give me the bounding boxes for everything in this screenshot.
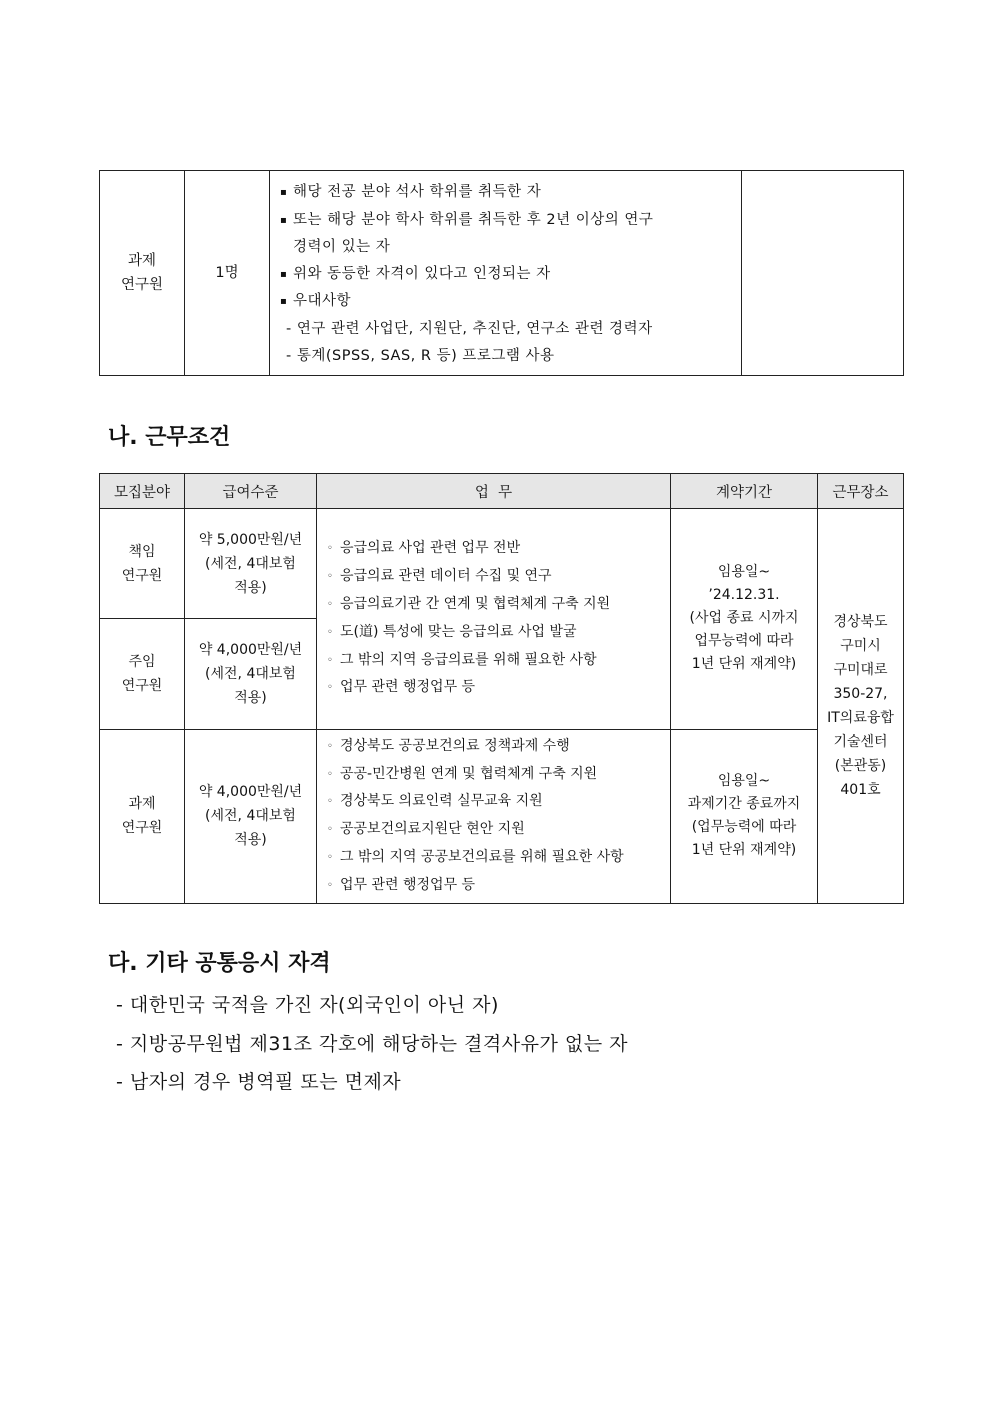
ring-bullet-icon: ◦ (327, 824, 333, 836)
header-field: 모집분야 (100, 474, 185, 509)
section-heading-common-qualifications: 다. 기타 공통응시 자격 (108, 951, 331, 976)
table-row (100, 171, 904, 376)
duty-item: ◦ 응급의료 관련 데이터 수집 및 연구 (327, 563, 670, 591)
requirement-item: ▪ 위와 동등한 자격이 있다고 인정되는 자 (280, 261, 733, 289)
list-item: - 남자의 경우 병역필 또는 면제자 (116, 1071, 402, 1093)
duty-item: ◦ 응급의료기관 간 연계 및 협력체계 구축 지원 (327, 591, 670, 619)
header-salary: 급여수준 (185, 474, 317, 509)
duties-cell (317, 509, 671, 730)
salary-cell: 약 4,000만원/년 (세전, 4대보험 적용) (185, 619, 317, 729)
table-row (100, 509, 904, 619)
duty-item: ◦ 응급의료 사업 관련 업무 전반 (327, 535, 670, 563)
ring-bullet-icon: ◦ (327, 768, 333, 780)
square-bullet-icon: ▪ (280, 268, 288, 280)
field-cell (100, 171, 185, 376)
field-cell: 과제 연구원 (100, 729, 185, 903)
place-cell: 경상북도 구미시 구미대로 350-27, IT의료융합 기술센터 (본관동) 401호 (818, 509, 904, 904)
square-bullet-icon: ▪ (280, 214, 288, 226)
count-cell: 1명 (185, 171, 270, 376)
notes-cell (742, 171, 904, 376)
ring-bullet-icon: ◦ (327, 879, 333, 891)
duty-item: ◦ 업무 관련 행정업무 등 (327, 674, 670, 702)
field-line: 과제 (127, 253, 156, 270)
header-place: 근무장소 (818, 474, 904, 509)
duty-item: ◦ 경상북도 공공보건의료 정책과제 수행 (327, 733, 670, 761)
ring-bullet-icon: ◦ (327, 626, 333, 638)
duty-item: ◦ 도(道) 특성에 맞는 응급의료 사업 발굴 (327, 619, 670, 647)
field-line: 연구원 (120, 277, 164, 294)
ring-bullet-icon: ◦ (327, 599, 333, 611)
salary-cell: 약 5,000만원/년 (세전, 4대보험 적용) (185, 509, 317, 619)
duty-item: ◦ 그 밖의 지역 공공보건의료를 위해 필요한 사항 (327, 844, 670, 872)
requirement-item: - 통계(SPSS, SAS, R 등) 프로그램 사용 (286, 347, 555, 364)
requirement-item: ▪ 해당 전공 분야 석사 학위를 취득한 자 (280, 179, 733, 207)
list-item: - 지방공무원법 제31조 각호에 해당하는 결격사유가 없는 자 (116, 1032, 628, 1055)
period-cell: 임용일~ ’24.12.31. (사업 종료 시까지 업무능력에 따라 1년 단위 재계약) (671, 509, 818, 730)
duty-item: ◦ 공공-민간병원 연계 및 협력체계 구축 지원 (327, 761, 670, 789)
square-bullet-icon: ▪ (280, 187, 288, 198)
table-header-row (100, 474, 904, 509)
requirement-item: - 연구 관련 사업단, 지원단, 추진단, 연구소 관련 경력자 (286, 320, 653, 337)
header-duties: 업 무 (317, 474, 671, 509)
work-conditions-table (99, 473, 904, 904)
duty-item: ◦ 경상북도 의료인력 실무교육 지원 (327, 788, 670, 816)
period-cell: 임용일~ 과제기간 종료까지 (업무능력에 따라 1년 단위 재계약) (671, 729, 818, 903)
duty-item: ◦ 업무 관련 행정업무 등 (327, 872, 670, 900)
field-cell: 주임 연구원 (100, 619, 185, 729)
requirements-cell (270, 171, 742, 376)
duties-cell (317, 729, 671, 903)
ring-bullet-icon: ◦ (327, 571, 333, 583)
field-cell: 책임 연구원 (100, 509, 185, 619)
ring-bullet-icon: ◦ (327, 543, 333, 555)
list-item: - 대한민국 국적을 가진 자(외국인이 아닌 자) (116, 994, 499, 1016)
salary-cell: 약 4,000만원/년 (세전, 4대보험 적용) (185, 729, 317, 903)
requirement-item: 경력이 있는 자 (293, 239, 391, 256)
table-row (100, 729, 904, 903)
common-qualifications-list (116, 986, 628, 1102)
duty-item: ◦ 공공보건의료지원단 현안 지원 (327, 816, 670, 844)
ring-bullet-icon: ◦ (327, 740, 333, 752)
recruitment-table-continued (99, 170, 904, 376)
requirement-item: ▪ 또는 해당 분야 학사 학위를 취득한 후 2년 이상의 연구 (280, 207, 733, 235)
square-bullet-icon: ▪ (280, 296, 288, 308)
duty-item: ◦ 그 밖의 지역 응급의료를 위해 필요한 사항 (327, 647, 670, 675)
requirement-item: ▪ 우대사항 (280, 288, 733, 316)
ring-bullet-icon: ◦ (327, 682, 333, 694)
ring-bullet-icon: ◦ (327, 852, 333, 864)
section-heading-work-conditions: 나. 근무조건 (108, 425, 231, 450)
ring-bullet-icon: ◦ (327, 654, 333, 666)
header-period: 계약기간 (671, 474, 818, 509)
ring-bullet-icon: ◦ (327, 796, 333, 808)
